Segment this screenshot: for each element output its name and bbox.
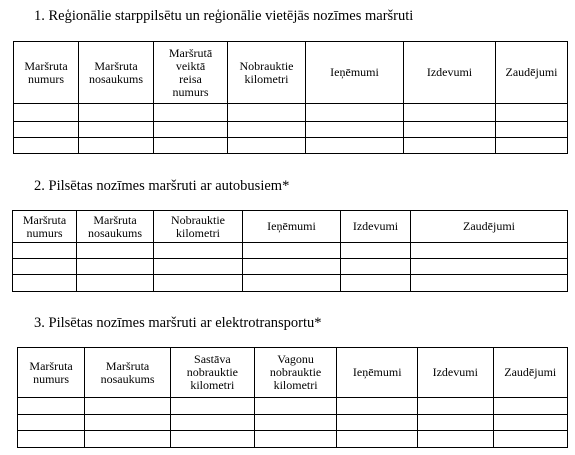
table-cell	[243, 243, 341, 259]
column-header	[13, 211, 77, 243]
table-cell	[18, 398, 85, 415]
column-header-line: numurs	[33, 371, 70, 386]
column-header	[14, 42, 79, 104]
table-cell	[496, 122, 568, 138]
table-cell	[18, 415, 85, 431]
table-row	[14, 138, 568, 154]
header-row	[13, 211, 568, 243]
column-header-line: Izdevumi	[426, 65, 473, 79]
table-cell	[228, 104, 306, 122]
table-cell	[77, 259, 154, 275]
table-cell	[306, 122, 404, 138]
table-cell	[306, 104, 404, 122]
table-cell	[493, 415, 567, 431]
table-cell	[404, 138, 496, 154]
table-row	[14, 122, 568, 138]
table-cell	[154, 275, 243, 292]
table-cell	[254, 398, 337, 415]
table-cell	[411, 243, 568, 259]
column-header	[341, 211, 411, 243]
table-row	[13, 275, 568, 292]
column-header-line: Maršruta	[22, 212, 67, 227]
table-cell	[170, 431, 254, 448]
table-cell	[14, 138, 79, 154]
table-cell	[154, 259, 243, 275]
header-row	[18, 348, 568, 398]
section-2-title: 2. Pilsētas nozīmes maršruti ar autobusiem*	[34, 178, 290, 194]
table-cell	[79, 138, 154, 154]
column-header	[77, 211, 154, 243]
column-header	[154, 42, 228, 104]
column-header	[337, 348, 418, 398]
column-header-line: Ieņēmumi	[352, 365, 402, 379]
column-header	[493, 348, 567, 398]
table-cell	[18, 431, 85, 448]
column-header-line: nosaukums	[100, 371, 155, 386]
table-cell	[418, 415, 493, 431]
table-cell	[79, 104, 154, 122]
column-header-line: nosaukums	[88, 225, 142, 240]
table-cell	[411, 275, 568, 292]
column-header-line: Zaudējumi	[505, 65, 558, 79]
column-header-line: kilometri	[244, 71, 289, 86]
column-header-line: Maršruta	[93, 212, 137, 227]
column-header-line: nobrauktie	[186, 365, 239, 379]
table-cell	[170, 398, 254, 415]
table-row	[14, 104, 568, 122]
table-cell	[243, 259, 341, 275]
column-header-line: Izdevumi	[432, 365, 478, 379]
column-header-line: Maršrutā	[168, 45, 213, 60]
table-cell	[14, 104, 79, 122]
table-cell	[228, 122, 306, 138]
table-cell	[228, 138, 306, 154]
column-header	[243, 211, 341, 243]
section-2-table	[12, 210, 568, 292]
table-cell	[418, 398, 493, 415]
table-cell	[341, 259, 411, 275]
section-3-table	[17, 347, 568, 448]
section-1-table	[13, 41, 568, 154]
column-header-line: kilometri	[273, 378, 318, 392]
table-cell	[337, 415, 418, 431]
table-cell	[14, 122, 79, 138]
table-cell	[154, 243, 243, 259]
column-header	[79, 42, 154, 104]
table-cell	[496, 104, 568, 122]
column-header-line: kilometri	[176, 225, 220, 240]
column-header	[18, 348, 85, 398]
column-header-line: Zaudējumi	[504, 365, 557, 379]
column-header	[496, 42, 568, 104]
table-cell	[404, 104, 496, 122]
column-header	[154, 211, 243, 243]
column-header	[411, 211, 568, 243]
column-header-line: Nobrauktie	[171, 212, 225, 227]
table-cell	[418, 431, 493, 448]
table-row	[18, 431, 568, 448]
table-cell	[254, 431, 337, 448]
column-header-line: numurs	[172, 84, 209, 99]
column-header	[404, 42, 496, 104]
table-cell	[254, 415, 337, 431]
section-1-title: 1. Reģionālie starppilsētu un reģionālie vietējās nozīmes maršruti	[34, 8, 414, 24]
column-header-line: Ieņēmumi	[330, 65, 379, 79]
column-header-line: Ieņēmumi	[267, 219, 316, 233]
column-header-line: Nobrauktie	[239, 58, 294, 73]
table-cell	[170, 415, 254, 431]
table-cell	[493, 431, 567, 448]
column-header-line: nobrauktie	[269, 365, 322, 379]
table-cell	[154, 138, 228, 154]
table-cell	[243, 275, 341, 292]
column-header	[170, 348, 254, 398]
column-header	[228, 42, 306, 104]
table-row	[18, 398, 568, 415]
column-header-line: reisa	[179, 71, 202, 86]
column-header-line: Maršruta	[24, 58, 68, 73]
table-cell	[337, 431, 418, 448]
table-cell	[13, 275, 77, 292]
column-header	[85, 348, 171, 398]
table-row	[13, 243, 568, 259]
table-cell	[154, 122, 228, 138]
section-3-title: 3. Pilsētas nozīmes maršruti ar elektrotransportu*	[34, 315, 322, 331]
column-header-line: veiktā	[175, 58, 206, 73]
table-cell	[85, 415, 171, 431]
table-cell	[404, 122, 496, 138]
column-header-line: nosaukums	[89, 71, 143, 86]
table-row	[18, 415, 568, 431]
column-header-line: Sastāva	[194, 352, 231, 366]
table-cell	[341, 243, 411, 259]
table-cell	[306, 138, 404, 154]
column-header-line: Izdevumi	[352, 219, 399, 233]
column-header-line: Zaudējumi	[463, 219, 515, 233]
column-header	[254, 348, 337, 398]
table-cell	[77, 275, 154, 292]
table-cell	[341, 275, 411, 292]
column-header	[418, 348, 493, 398]
table-cell	[154, 104, 228, 122]
table-cell	[77, 243, 154, 259]
column-header-line: numurs	[28, 71, 64, 86]
table-cell	[79, 122, 154, 138]
table-cell	[493, 398, 567, 415]
column-header-line: Maršruta	[94, 58, 138, 73]
table-cell	[13, 243, 77, 259]
column-header-line: kilometri	[190, 378, 235, 392]
table-cell	[85, 431, 171, 448]
table-cell	[85, 398, 171, 415]
column-header	[306, 42, 404, 104]
header-row	[14, 42, 568, 104]
table-cell	[13, 259, 77, 275]
table-row	[13, 259, 568, 275]
column-header-line: Maršruta	[29, 358, 73, 373]
table-cell	[496, 138, 568, 154]
table-cell	[411, 259, 568, 275]
column-header-line: Vagonu	[277, 352, 314, 366]
column-header-line: numurs	[26, 225, 63, 240]
column-header-line: Maršruta	[105, 358, 150, 373]
table-cell	[337, 398, 418, 415]
